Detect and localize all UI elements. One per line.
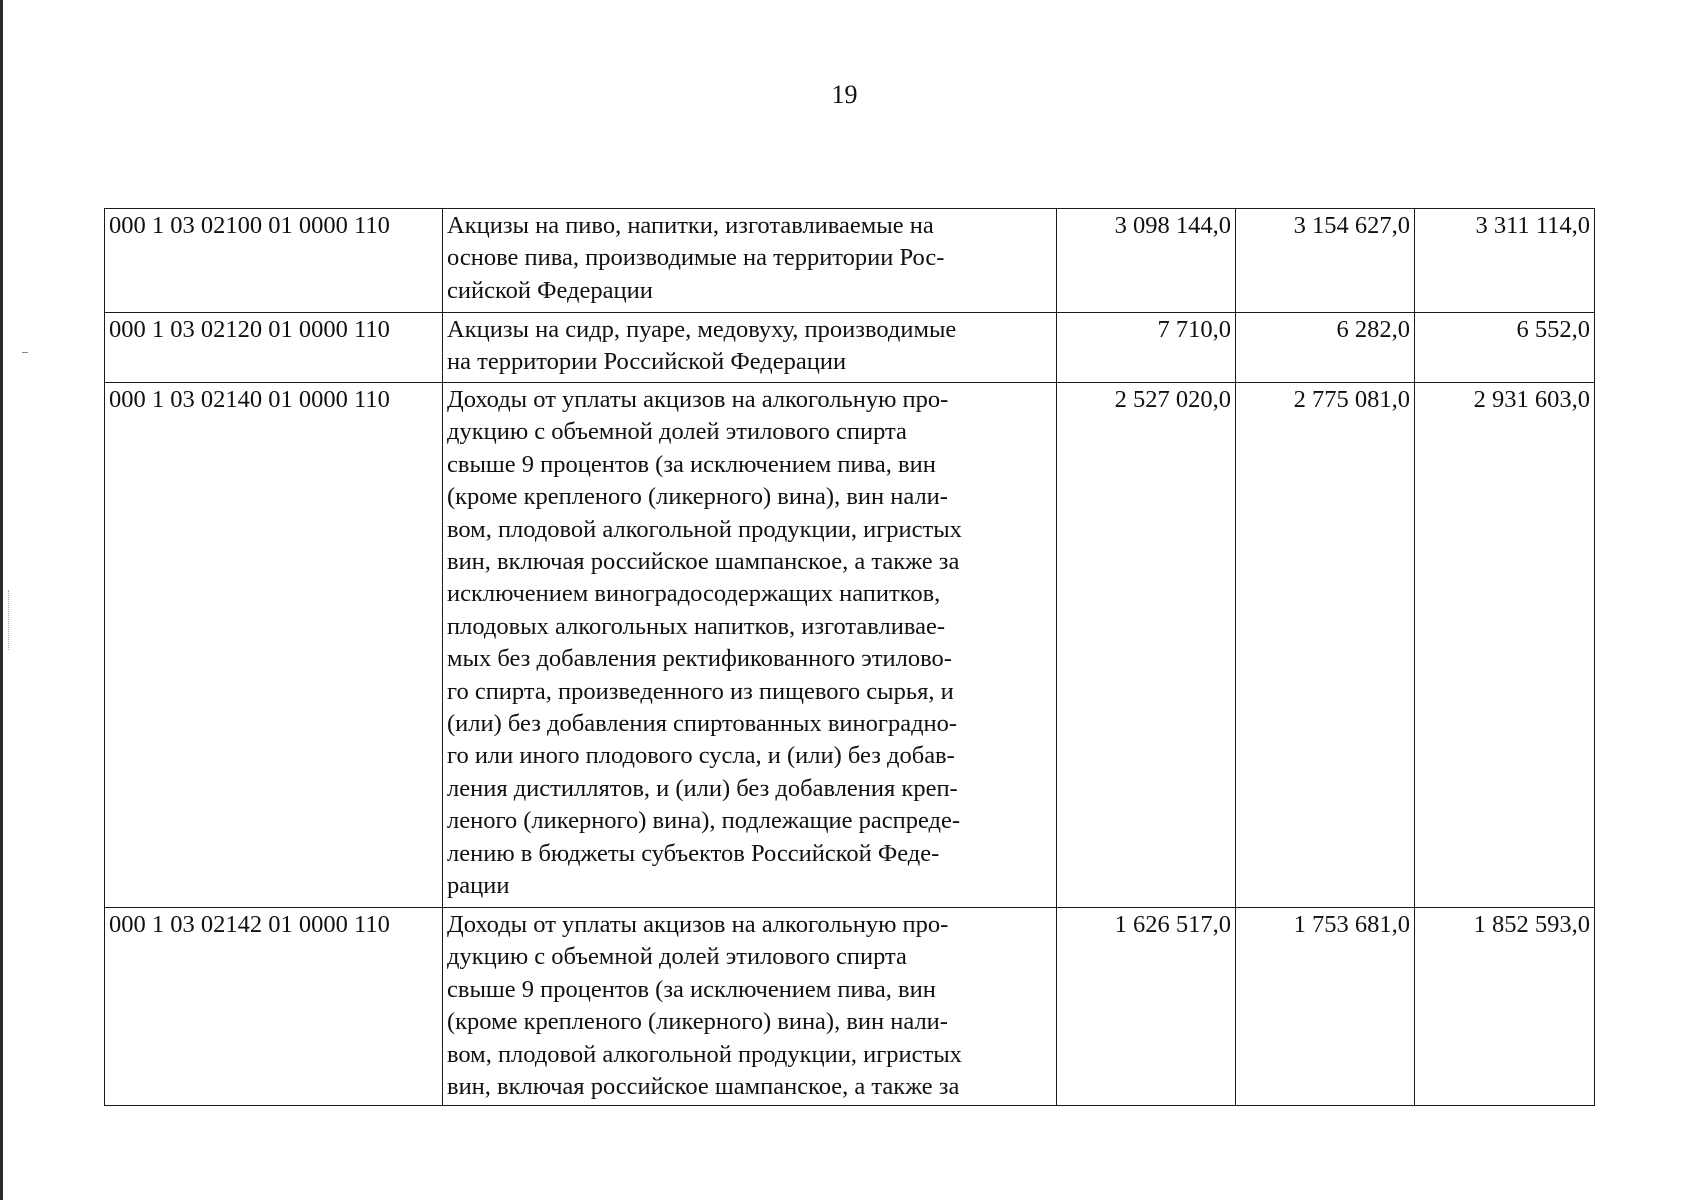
description-line: на территории Российской Федерации — [447, 348, 847, 376]
budget-code-cell: 000 1 03 02140 01 0000 110 — [105, 383, 443, 908]
amount-cell-3: 6 552,0 — [1415, 313, 1595, 383]
description-line: Доходы от уплаты акцизов на алкогольную про- — [447, 386, 949, 413]
scan-artifact — [8, 590, 10, 650]
description-line: свыше 9 процентов (за исключением пива, вин — [447, 450, 936, 478]
description-line: исключением виноградосодержащих напитков, — [447, 580, 941, 608]
description-line: леного (ликерного) вина), подлежащие распреде- — [447, 807, 961, 835]
scan-artifact — [22, 352, 28, 353]
budget-code-cell: 000 1 03 02100 01 0000 110 — [105, 209, 443, 313]
description-line: вом, плодовой алкогольной продукции, игристых — [447, 515, 962, 543]
description-line: го спирта, произведенного из пищевого сырья, и — [447, 677, 954, 705]
table-row — [105, 209, 1595, 313]
page-number: 19 — [831, 80, 858, 109]
description-line: дукцию с объемной долей этилового спирта — [447, 943, 907, 971]
table-body — [105, 209, 1595, 1106]
amount-cell-1: 2 527 020,0 — [1057, 383, 1236, 908]
description-line: дукцию с объемной долей этилового спирта — [447, 418, 907, 446]
description-line: основе пива, производимые на территории Рос- — [447, 244, 945, 272]
amount-cell-2: 6 282,0 — [1236, 313, 1415, 383]
table-row — [105, 383, 1595, 908]
description-line: ления дистиллятов, и (или) без добавления креп- — [447, 774, 958, 802]
amount-cell-2: 3 154 627,0 — [1236, 209, 1415, 313]
description-line: (или) без добавления спиртованных виноградно- — [447, 710, 958, 738]
description-line: вом, плодовой алкогольной продукции, игристых — [447, 1040, 962, 1068]
description-line: го или иного плодового сусла, и (или) без добав- — [447, 742, 955, 770]
revenue-table — [104, 208, 1595, 1106]
description-line: рации — [447, 872, 510, 900]
amount-cell-1: 3 098 144,0 — [1057, 209, 1236, 313]
description-line: сийской Федерации — [447, 276, 653, 304]
table-row — [105, 313, 1595, 383]
description-line: Акцизы на сидр, пуаре, медовуху, производимые — [447, 316, 957, 343]
amount-cell-3: 1 852 593,0 — [1415, 908, 1595, 1106]
description-line: мых без добавления ректификованного этилово- — [447, 645, 952, 673]
description-line: Доходы от уплаты акцизов на алкогольную про- — [447, 911, 949, 938]
description-cell — [443, 383, 1057, 908]
description-cell — [443, 209, 1057, 313]
description-line: плодовых алкогольных напитков, изготавливае- — [447, 612, 946, 640]
description-line: лению в бюджеты субъектов Российской Феде- — [447, 839, 940, 867]
description-line: вин, включая российское шампанское, а также за — [447, 1073, 960, 1101]
description-line: вин, включая российское шампанское, а также за — [447, 548, 960, 576]
table-row — [105, 908, 1595, 1106]
scan-edge — [0, 0, 3, 1200]
amount-cell-2: 1 753 681,0 — [1236, 908, 1415, 1106]
description-cell — [443, 313, 1057, 383]
amount-cell-1: 7 710,0 — [1057, 313, 1236, 383]
amount-cell-3: 3 311 114,0 — [1415, 209, 1595, 313]
budget-code-cell: 000 1 03 02142 01 0000 110 — [105, 908, 443, 1106]
budget-code-cell: 000 1 03 02120 01 0000 110 — [105, 313, 443, 383]
amount-cell-1: 1 626 517,0 — [1057, 908, 1236, 1106]
amount-cell-2: 2 775 081,0 — [1236, 383, 1415, 908]
amount-cell-3: 2 931 603,0 — [1415, 383, 1595, 908]
description-line: (кроме крепленого (ликерного) вина), вин нали- — [447, 1008, 948, 1036]
description-line: свыше 9 процентов (за исключением пива, вин — [447, 975, 936, 1003]
description-line: (кроме крепленого (ликерного) вина), вин нали- — [447, 483, 948, 511]
description-line: Акцизы на пиво, напитки, изготавливаемые на — [447, 212, 934, 239]
description-cell — [443, 908, 1057, 1106]
